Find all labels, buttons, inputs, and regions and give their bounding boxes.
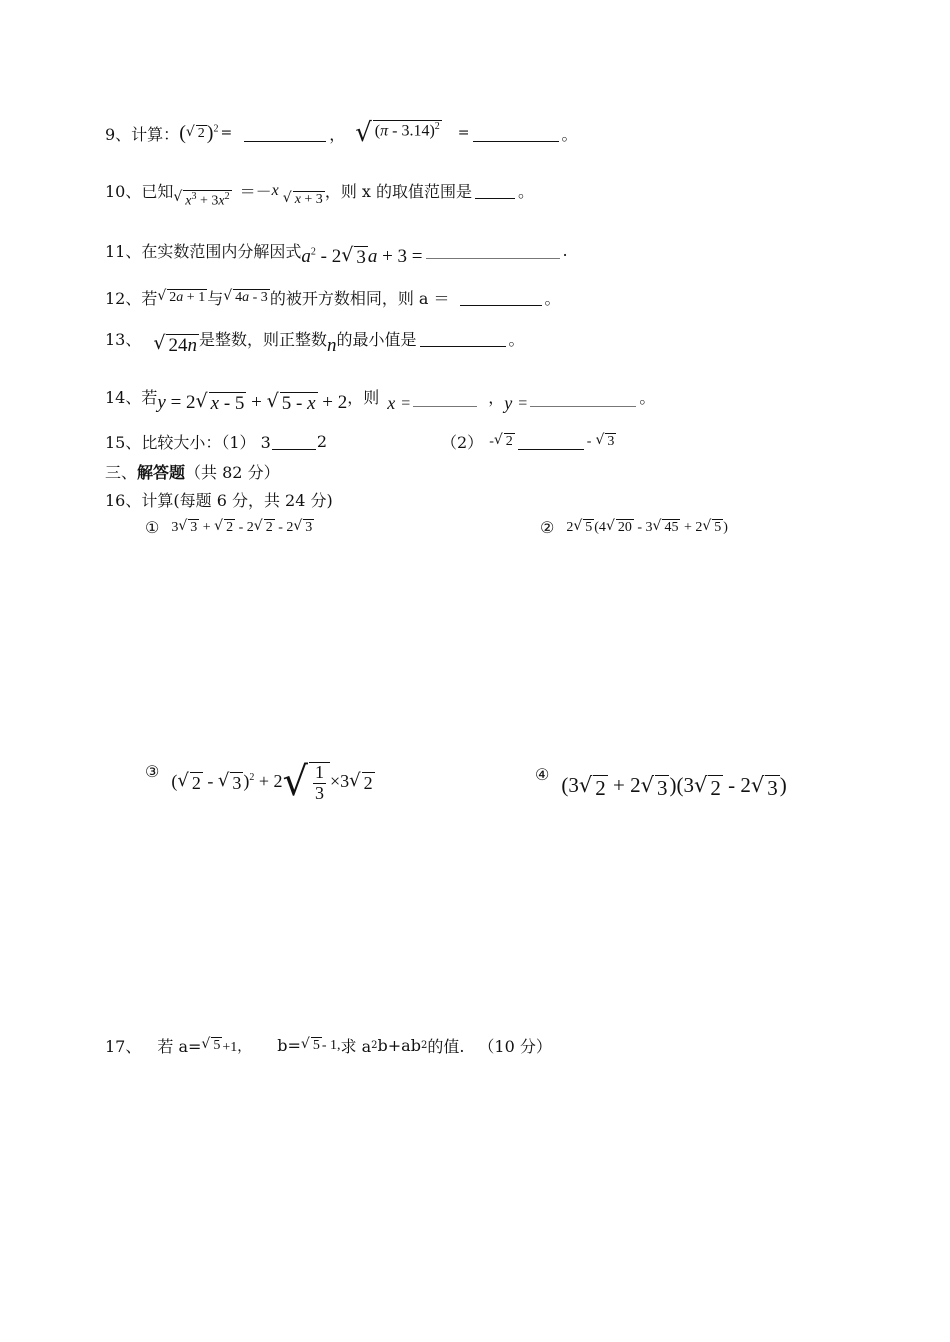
q15-sqrt3: √ 3	[595, 431, 615, 449]
q16-expr-4: (3 √ 2 + 2 √ 3 )(3 √ 2 - 2 √ 3 )	[561, 772, 787, 800]
q10-equals: ＝－	[239, 182, 272, 202]
q9-answer-blank-1[interactable]	[244, 125, 326, 142]
section-3-title: 解答题	[137, 463, 186, 482]
q9-equals1: =	[220, 125, 233, 141]
q15-part2: （2）	[441, 433, 484, 452]
q14-equals2: =	[518, 394, 528, 412]
q13-text2: 的最小值是	[336, 330, 417, 350]
q10-expr-right: √ x + 3	[282, 190, 323, 208]
q9-number: 9、计算：	[105, 124, 180, 144]
q17-sup-2: 2	[420, 1040, 428, 1051]
q13-end: 。	[508, 330, 525, 350]
q17-ask-1: 求 a	[340, 1037, 372, 1056]
q17-a-prefix: 若 a=	[157, 1037, 202, 1056]
q11-expr: $a^2 - 2$ √ 3 a + 3 =	[301, 244, 423, 269]
q16-marker-2: ②	[540, 518, 555, 537]
q16-title: 16、计算(每题 6 分，共 24 分)	[105, 491, 333, 510]
q16-marker-3: ③	[145, 762, 160, 781]
q15-minus-2: -	[586, 433, 592, 449]
q12-expr2: √ 4a - 3	[223, 287, 268, 305]
q14-number: 14、若	[105, 388, 158, 408]
q17-score: （10 分）	[478, 1037, 552, 1056]
q11-answer-blank[interactable]	[426, 242, 560, 259]
q16-item-4	[535, 765, 787, 800]
q10-answer-blank[interactable]	[475, 182, 515, 199]
q10-end: 。	[518, 182, 535, 202]
q14-end: 。	[639, 388, 656, 408]
q15-answer-blank-1[interactable]	[272, 433, 316, 450]
q15-sqrt2: √ 2	[493, 431, 513, 449]
q14-x: x	[387, 393, 396, 414]
q12-number: 12、若	[105, 289, 158, 308]
q14-answer-blank-x[interactable]	[413, 390, 477, 407]
question-17	[105, 1034, 552, 1057]
q9-expr2: √ (π - 3.14)$^2$	[355, 118, 440, 148]
question-12	[105, 286, 561, 309]
q14-expr: y = 2 √ x - 5 + √ 5 - x + 2	[157, 390, 348, 415]
q16-marker-4: ④	[535, 765, 550, 784]
question-9	[105, 120, 578, 146]
q17-ask-2: b+ab	[377, 1036, 421, 1055]
q15-answer-blank-2[interactable]	[518, 433, 584, 450]
q17-sup-1: 2	[371, 1040, 378, 1051]
question-10	[105, 172, 534, 210]
q16-item-3	[145, 759, 375, 805]
q17-a-tail: +1，	[222, 1039, 252, 1055]
q9-equals2: =	[457, 125, 470, 141]
q16-marker-1: ①	[145, 518, 160, 537]
q13-text: 是整数，则正整数	[198, 330, 327, 350]
question-11	[105, 232, 568, 269]
q16-expr-2: 2 √ 5 (4 √ 20 - 3 √ 45 + 2 √ 5 )	[566, 517, 728, 535]
q10-text: ，则 x 的取值范围是	[324, 182, 473, 202]
q16-item-1	[145, 518, 314, 537]
q15-part1: 15、比较大小：（1） 3	[105, 433, 271, 452]
q13-number: 13、	[105, 330, 142, 350]
q11-number: 11、在实数范围内分解因式	[105, 242, 302, 262]
q12-and: 与	[207, 289, 224, 308]
q12-end: 。	[544, 289, 561, 308]
q15-minus-1: -	[489, 433, 494, 449]
q9-answer-blank-2[interactable]	[473, 125, 559, 142]
q17-a-sqrt5: √ 5	[201, 1035, 221, 1053]
q13-expr: √ 24n	[153, 332, 197, 357]
q10-expr-left: √ $x^3 + 3x^2$	[173, 189, 230, 209]
q13-n: n	[327, 334, 337, 356]
q10-x: x	[271, 181, 279, 199]
q13-answer-blank[interactable]	[420, 330, 506, 347]
q12-expr1: √ 2a + 1	[157, 287, 206, 305]
q14-text: ，则	[347, 388, 380, 408]
q17-b-prefix: b=	[277, 1036, 301, 1055]
q17-b-tail: - 1,	[321, 1037, 341, 1053]
q16-expr-3: ( √ 2 - √ 3 )$^2$ + 2 √ $\frac{1}{3}$ ×3 √ 2	[171, 759, 373, 805]
q14-y: y	[504, 393, 513, 414]
section-3-heading	[105, 460, 280, 483]
q11-end: .	[562, 241, 568, 261]
question-13	[105, 320, 525, 357]
q16-expr-1: 3 √ 3 + √ 2 - 2 √ 2 - 2 √ 3	[171, 517, 313, 535]
q14-equals: =	[401, 394, 411, 412]
q12-answer-blank[interactable]	[460, 289, 542, 306]
q17-b-sqrt5: √ 5	[300, 1035, 320, 1053]
q9-end: 。	[561, 124, 578, 144]
question-15	[105, 430, 616, 453]
section-3-score: （共 82 分）	[185, 463, 280, 482]
q9-comma: ，	[329, 124, 346, 144]
q17-ask-3: 的值.	[427, 1037, 465, 1056]
q17-number: 17、	[105, 1037, 142, 1056]
q14-answer-blank-y[interactable]	[530, 390, 636, 407]
q15-two: 2	[316, 432, 327, 451]
q14-comma: ，	[488, 388, 505, 408]
q10-number: 10、已知	[105, 182, 174, 202]
q16-item-2	[540, 518, 728, 537]
question-14	[105, 378, 655, 415]
q9-expr1: ( √ 2 )$^2$	[179, 121, 219, 144]
q12-text: 的被开方数相同，则 a ＝	[269, 289, 450, 308]
question-16-title	[105, 488, 333, 511]
section-3-label: 三、	[105, 463, 138, 482]
